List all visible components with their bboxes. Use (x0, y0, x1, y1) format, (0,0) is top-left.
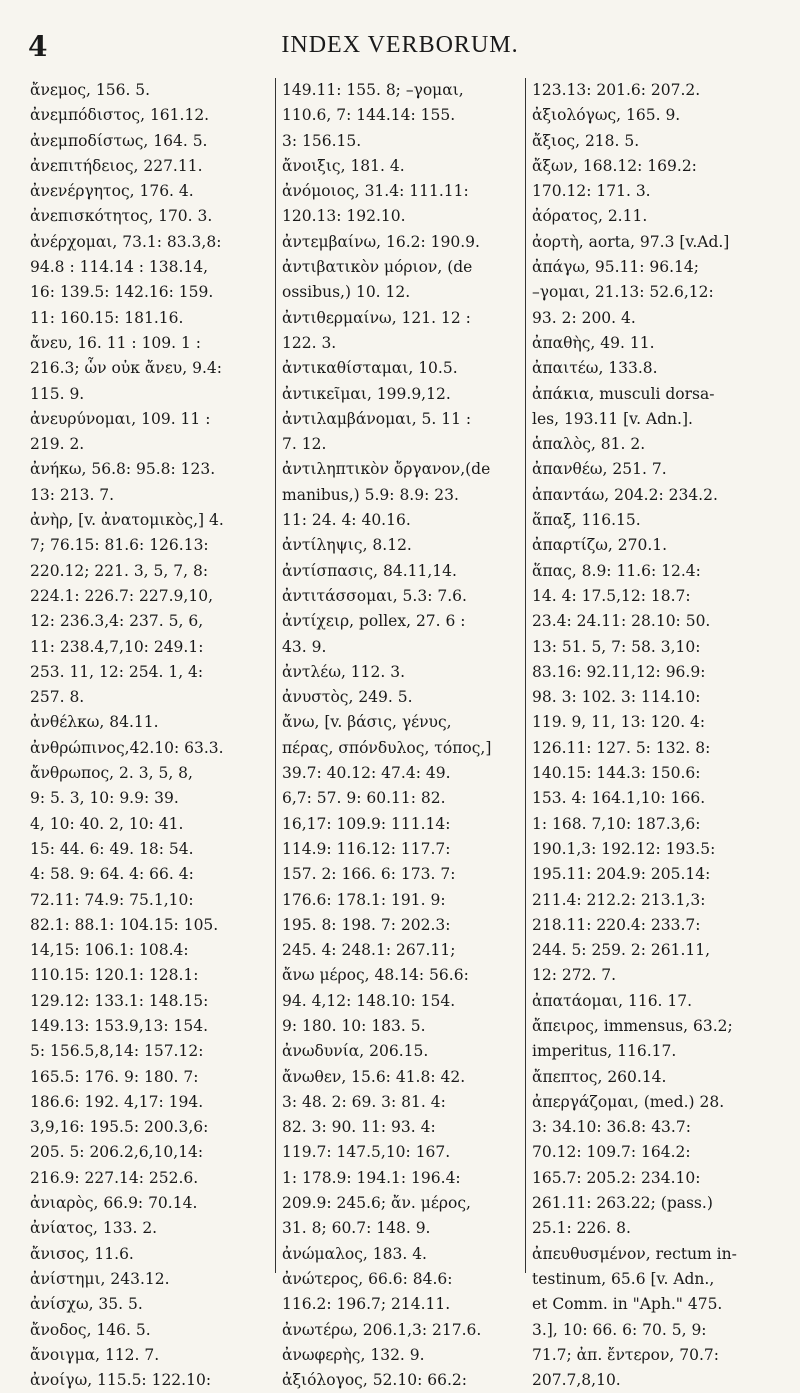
index-line: 149.11: 155. 8; –γομαι, (282, 81, 464, 99)
index-line: 94. 4,12: 148.10: 154. (282, 991, 456, 1010)
index-line: ἀνεμπόδιστος, 161.12. (30, 106, 210, 125)
index-line: ἀνωδυνία, 206.15. (282, 1042, 429, 1061)
index-line: ἄπεπτος, 260.14. (532, 1067, 667, 1086)
index-line: 170.12: 171. 3. (532, 182, 651, 201)
index-line: 119. 9, 11, 13: 120. 4: (532, 713, 706, 732)
page-header (0, 30, 800, 70)
index-line: ἀντλέω, 112. 3. (282, 662, 406, 681)
index-line: et Comm. in "Aph." 475. (532, 1295, 723, 1314)
index-line: ἅπας, 8.9: 11.6: 12.4: (532, 561, 701, 580)
index-column-1 (26, 78, 274, 1390)
index-column-3 (528, 78, 786, 1390)
index-line: ἄνεμος, 156. 5. (30, 81, 151, 99)
index-line: 15: 44. 6: 49. 18: 54. (30, 839, 194, 858)
index-line: 3: 48. 2: 69. 3: 81. 4: (282, 1092, 446, 1111)
index-line: πέρας, σπόνδυλος, τόπος,] (282, 738, 492, 757)
index-line: ἀπάγω, 95.11: 96.14; (532, 258, 699, 277)
index-line: ἀνθρώπινος,42.10: 63.3. (30, 738, 224, 757)
index-line: 3.], 10: 66. 6: 70. 5, 9: (532, 1320, 707, 1339)
index-line: ἀπαρτίζω, 270.1. (532, 536, 668, 555)
index-line: ἀνυστὸς, 249. 5. (282, 688, 413, 707)
index-line: ἀνθέλκω, 84.11. (30, 713, 159, 732)
index-line: 43. 9. (282, 637, 327, 656)
index-line: ἄνισος, 11.6. (30, 1244, 134, 1263)
index-line: ἀντίσπασις, 84.11,14. (282, 561, 457, 580)
index-line: ἀπαθὴς, 49. 11. (532, 333, 655, 352)
index-line: ἀνὴρ, [v. ἀνατομικὸς,] 4. (30, 511, 224, 530)
index-line: 224.1: 226.7: 227.9,10, (30, 586, 213, 605)
index-line: ἀνιαρὸς, 66.9: 70.14. (30, 1194, 198, 1213)
index-line: ἄξιος, 218. 5. (532, 131, 640, 150)
page-number: 4 (28, 30, 48, 63)
index-line: les, 193.11 [v. Adn.]. (532, 409, 693, 428)
index-line: 122. 3. (282, 333, 337, 352)
index-line: 39.7: 40.12: 47.4: 49. (282, 764, 451, 783)
index-line: ἀορτὴ, aorta, 97.3 [v.Ad.] (532, 232, 730, 251)
index-line: 216.9: 227.14: 252.6. (30, 1168, 199, 1187)
index-line: 115. 9. (30, 384, 85, 403)
index-column-2 (278, 78, 524, 1390)
index-line: 94.8 : 114.14 : 138.14, (30, 258, 209, 277)
index-line: 165.5: 176. 9: 180. 7: (30, 1067, 199, 1086)
index-line: 93. 2: 200. 4. (532, 308, 636, 327)
index-line: 190.1,3: 192.12: 193.5: (532, 839, 716, 858)
index-line: 119.7: 147.5,10: 167. (282, 1143, 451, 1162)
index-line: ἀξιολόγως, 165. 9. (532, 106, 681, 125)
index-line: ἀνίσχω, 35. 5. (30, 1295, 143, 1314)
column-divider (275, 78, 276, 1273)
index-line: ἀνευρύνομαι, 109. 11 : (30, 409, 211, 428)
index-line: ἀνεμποδίστως, 164. 5. (30, 131, 208, 150)
index-line: ἀνωφερὴς, 132. 9. (282, 1345, 425, 1364)
index-line: 257. 8. (30, 688, 85, 707)
index-line: ἀνεπιτήδειος, 227.11. (30, 156, 203, 175)
index-line: 120.13: 192.10. (282, 207, 406, 226)
index-line: 12: 236.3,4: 237. 5, 6, (30, 612, 204, 631)
index-line: ἀντιβατικὸν μόριον, (de (282, 258, 473, 277)
index-line: ἀπεργάζομαι, (med.) 28. (532, 1092, 725, 1111)
column-divider (525, 78, 526, 1273)
index-line: ἀπευθυσμένον, rectum in- (532, 1244, 737, 1263)
index-line: 14. 4: 17.5,12: 18.7: (532, 586, 691, 605)
index-line: ἀντιθερμαίνω, 121. 12 : (282, 308, 471, 327)
index-line: 3: 156.15. (282, 131, 362, 150)
running-title: INDEX VERBORUM. (281, 32, 519, 58)
index-line: 11: 24. 4: 40.16. (282, 511, 411, 530)
index-line: 4, 10: 40. 2, 10: 41. (30, 814, 184, 833)
index-line: ἀντικεῖμαι, 199.9,12. (282, 384, 451, 403)
index-line: 114.9: 116.12: 117.7: (282, 839, 451, 858)
index-line: ἄνθρωπος, 2. 3, 5, 8, (30, 764, 193, 783)
index-line: ἀνενέργητος, 176. 4. (30, 182, 194, 201)
index-line: 16: 139.5: 142.16: 159. (30, 283, 214, 302)
index-line: ἀνοίγω, 115.5: 122.10: (30, 1371, 212, 1390)
index-line: 11: 238.4,7,10: 249.1: (30, 637, 204, 656)
index-line: 4: 58. 9: 64. 4: 66. 4: (30, 865, 194, 884)
index-line: 195. 8: 198. 7: 202.3: (282, 915, 451, 934)
index-line: –γομαι, 21.13: 52.6,12: (532, 283, 714, 302)
index-line: 16,17: 109.9: 111.14: (282, 814, 451, 833)
index-line: 110.15: 120.1: 128.1: (30, 966, 199, 985)
index-line: ἀπαιτέω, 133.8. (532, 359, 658, 378)
index-line: 220.12; 221. 3, 5, 7, 8: (30, 561, 209, 580)
index-line: ἀνώτερος, 66.6: 84.6: (282, 1269, 453, 1288)
index-line: 98. 3: 102. 3: 114.10: (532, 688, 701, 707)
index-line: ἀνέρχομαι, 73.1: 83.3,8: (30, 232, 222, 251)
index-line: 23.4: 24.11: 28.10: 50. (532, 612, 711, 631)
index-line: ἀντιλαμβάνομαι, 5. 11 : (282, 409, 472, 428)
index-line: ἀνόμοιος, 31.4: 111.11: (282, 182, 469, 201)
index-line: 7. 12. (282, 435, 327, 454)
index-line: ἄνω μέρος, 48.14: 56.6: (282, 966, 469, 985)
index-line: 72.11: 74.9: 75.1,10: (30, 890, 194, 909)
index-line: ἄνευ, 16. 11 : 109. 1 : (30, 333, 202, 352)
index-line: 216.3; ὧν οὐκ ἄνευ, 9.4: (30, 359, 222, 378)
index-line: 13: 213. 7. (30, 485, 115, 504)
index-line: ἀξιόλογος, 52.10: 66.2: (282, 1371, 467, 1390)
index-line: 211.4: 212.2: 213.1,3: (532, 890, 706, 909)
index-line: imperitus, 116.17. (532, 1042, 677, 1061)
index-line: ἄνοδος, 146. 5. (30, 1320, 151, 1339)
index-line: 116.2: 196.7; 214.11. (282, 1295, 451, 1314)
index-line: 219. 2. (30, 435, 85, 454)
index-line: 7; 76.15: 81.6: 126.13: (30, 536, 209, 555)
index-line: ἄξων, 168.12: 169.2: (532, 156, 697, 175)
index-line: ἀπαντάω, 204.2: 234.2. (532, 485, 718, 504)
index-line: 1: 168. 7,10: 187.3,6: (532, 814, 701, 833)
index-line: 9: 180. 10: 183. 5. (282, 1016, 426, 1035)
index-line: 71.7; ἀπ. ἔντερον, 70.7: (532, 1345, 719, 1364)
index-line: ἀόρατος, 2.11. (532, 207, 648, 226)
index-line: ἀντίχειρ, pollex, 27. 6 : (282, 612, 466, 631)
index-line: 14,15: 106.1: 108.4: (30, 941, 189, 960)
index-line: 129.12: 133.1: 148.15: (30, 991, 209, 1010)
index-line: 6,7: 57. 9: 60.11: 82. (282, 789, 446, 808)
index-line: ἀντιληπτικὸν ὄργανον,(de (282, 460, 491, 479)
index-line: ἄνοιγμα, 112. 7. (30, 1345, 160, 1364)
index-line: 149.13: 153.9,13: 154. (30, 1016, 209, 1035)
index-line: 209.9: 245.6; ἄν. μέρος, (282, 1194, 471, 1213)
index-line: 126.11: 127. 5: 132. 8: (532, 738, 711, 757)
index-line: ἀντιτάσσομαι, 5.3: 7.6. (282, 586, 467, 605)
index-line: ἄνω, [v. βάσις, γένυς, (282, 713, 452, 732)
index-line: 195.11: 204.9: 205.14: (532, 865, 711, 884)
index-line: ἀνεπισκότητος, 170. 3. (30, 207, 213, 226)
index-line: ἀνωτέρω, 206.1,3: 217.6. (282, 1320, 482, 1339)
index-columns (26, 78, 786, 1390)
index-line: ἅπαξ, 116.15. (532, 511, 641, 530)
index-line: 245. 4: 248.1: 267.11; (282, 941, 456, 960)
index-line: 157. 2: 166. 6: 173. 7: (282, 865, 456, 884)
index-line: ἀπάκια, musculi dorsa- (532, 384, 715, 403)
index-line: 244. 5: 259. 2: 261.11, (532, 941, 711, 960)
index-line: ἀνήκω, 56.8: 95.8: 123. (30, 460, 216, 479)
index-line: 186.6: 192. 4,17: 194. (30, 1092, 204, 1111)
index-line: manibus,) 5.9: 8.9: 23. (282, 485, 459, 504)
index-line: 165.7: 205.2: 234.10: (532, 1168, 701, 1187)
index-line: 3: 34.10: 36.8: 43.7: (532, 1118, 691, 1137)
index-line: 218.11: 220.4: 233.7: (532, 915, 701, 934)
index-line: 25.1: 226. 8. (532, 1219, 631, 1238)
index-line: 1: 178.9: 194.1: 196.4: (282, 1168, 461, 1187)
index-line: 31. 8; 60.7: 148. 9. (282, 1219, 431, 1238)
index-line: ἀντίληψις, 8.12. (282, 536, 412, 555)
index-line: 207.7,8,10. (532, 1371, 621, 1390)
index-line: ἁπαλὸς, 81. 2. (532, 435, 646, 454)
index-line: ἄνοιξις, 181. 4. (282, 156, 405, 175)
index-line: 261.11: 263.22; (pass.) (532, 1194, 713, 1213)
index-line: testinum, 65.6 [v. Adn., (532, 1269, 715, 1288)
index-line: 82.1: 88.1: 104.15: 105. (30, 915, 219, 934)
index-line: 9: 5. 3, 10: 9.9: 39. (30, 789, 179, 808)
index-line: 83.16: 92.11,12: 96.9: (532, 662, 706, 681)
index-line: 12: 272. 7. (532, 966, 617, 985)
index-line: ἀπατάομαι, 116. 17. (532, 991, 693, 1010)
index-line: ἀνίατος, 133. 2. (30, 1219, 158, 1238)
index-line: 110.6, 7: 144.14: 155. (282, 106, 456, 125)
index-line: ἀντεμβαίνω, 16.2: 190.9. (282, 232, 480, 251)
index-line: 140.15: 144.3: 150.6: (532, 764, 701, 783)
index-line: ἀνώμαλος, 183. 4. (282, 1244, 427, 1263)
index-line: 13: 51. 5, 7: 58. 3,10: (532, 637, 701, 656)
index-line: ἄπειρος, immensus, 63.2; (532, 1016, 733, 1035)
index-line: ἀνίστημι, 243.12. (30, 1269, 170, 1288)
index-line: 205. 5: 206.2,6,10,14: (30, 1143, 204, 1162)
index-line: 5: 156.5,8,14: 157.12: (30, 1042, 204, 1061)
index-line: 253. 11, 12: 254. 1, 4: (30, 662, 204, 681)
index-line: 82. 3: 90. 11: 93. 4: (282, 1118, 436, 1137)
index-line: ἀπανθέω, 251. 7. (532, 460, 667, 479)
index-line: ἄνωθεν, 15.6: 41.8: 42. (282, 1067, 466, 1086)
index-line: 123.13: 201.6: 207.2. (532, 81, 701, 99)
index-line: 176.6: 178.1: 191. 9: (282, 890, 446, 909)
index-line: 11: 160.15: 181.16. (30, 308, 184, 327)
index-line: ossibus,) 10. 12. (282, 283, 411, 302)
index-line: 3,9,16: 195.5: 200.3,6: (30, 1118, 209, 1137)
index-line: 70.12: 109.7: 164.2: (532, 1143, 691, 1162)
index-line: ἀντικαθίσταμαι, 10.5. (282, 359, 458, 378)
index-line: 153. 4: 164.1,10: 166. (532, 789, 706, 808)
